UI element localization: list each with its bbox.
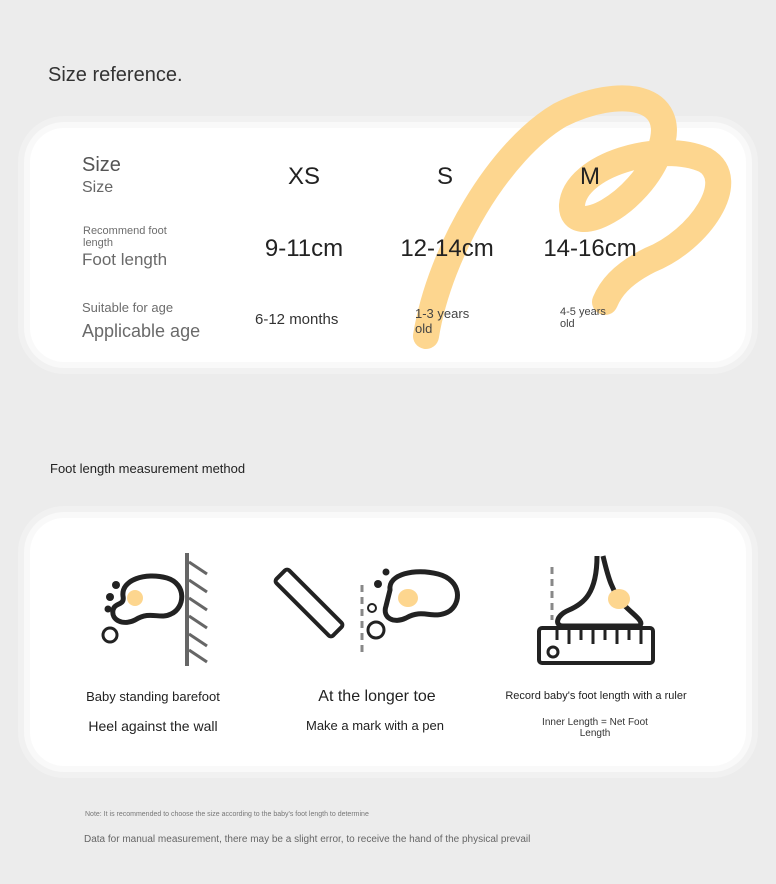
age-m: 4-5 years old: [560, 306, 606, 330]
page-title: Size reference.: [48, 64, 183, 86]
step2-line2: Make a mark with a pen: [305, 718, 444, 733]
step3-line2: Inner Length = Net Foot Length: [542, 717, 648, 739]
foot-ruler-icon: [535, 552, 665, 672]
age-xs: 6-12 months: [255, 311, 339, 328]
age-label-top: Suitable for age: [82, 300, 174, 315]
size-xs: XS: [287, 163, 320, 190]
footprint-wall-icon: [95, 550, 235, 670]
age-s: 1-3 years old: [415, 306, 470, 336]
step1-line1: Baby standing barefoot: [86, 689, 220, 704]
step1-line2: Heel against the wall: [88, 718, 218, 734]
step2-line1: At the longer toe: [318, 688, 436, 705]
method-title: Foot length measurement method: [50, 461, 246, 476]
note-measurement-error: Data for manual measurement, there may be a slight error, to receive the hand of the physical prevail: [84, 834, 531, 845]
note-recommendation: Note: It is recommended to choose the size according to the baby's foot length to determine: [85, 811, 369, 818]
age-label-bottom: Applicable age: [82, 321, 201, 341]
foot-length-label-top: Recommend foot length: [83, 225, 167, 249]
size-s: S: [436, 163, 453, 190]
foot-length-label-bottom: Foot length: [82, 250, 168, 269]
size-label-bottom: Size: [82, 179, 114, 196]
size-label-top: Size: [82, 154, 121, 176]
size-m: M: [580, 163, 600, 190]
length-xs: 9-11cm: [264, 235, 344, 262]
step3-line1: Record baby's foot length with a ruler: [505, 690, 687, 702]
pen-mark-icon: [290, 560, 470, 670]
length-s: 12-14cm: [400, 235, 494, 262]
length-m: 14-16cm: [543, 235, 637, 262]
